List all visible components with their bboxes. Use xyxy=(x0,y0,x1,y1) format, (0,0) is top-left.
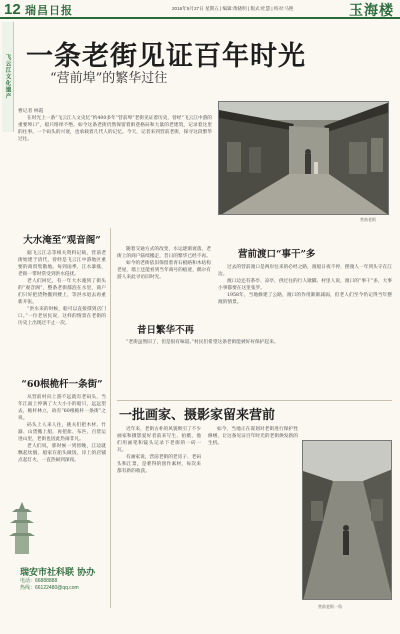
sponsor-email: 热线：66122480@qq.com xyxy=(20,585,79,591)
section-3-para-2: 渡口边还有茶亭、凉亭，供过往的行人歇脚。村里人说，渡口的“事干”多，大事小事都要在这里张罗。 xyxy=(218,279,392,291)
section-4-title: 昔日繁华不再 xyxy=(137,325,195,336)
sponsor-block xyxy=(20,565,105,592)
section-2-para-1: 从营前村向上游不远就有老码头，当年江面上停满了大大小小的船只，远远望去，桅杆林立，故有“60根桅杆一条街”之说。 xyxy=(18,395,106,421)
section-2-title: “60根桅杆一条街” xyxy=(21,379,103,390)
section-5-para-3: 如今，当地正在谋划对老街进行保护性修缮，让这条见证百年时光的老街焕发新的生机。 xyxy=(208,427,298,446)
section-3-title: 营前渡口“事干”多 xyxy=(238,249,316,260)
section-5-title: 一批画家、摄影家留来营前 xyxy=(119,408,276,423)
newspaper-name: 瑞昌日报 xyxy=(25,4,73,17)
second-photo-caption: 营前老街一角 xyxy=(318,604,342,609)
page-header xyxy=(0,0,400,19)
section-4-para-1: 随着交通方式的改变，水运逐渐衰落，老街上的商户陆续搬走，昔日的繁华已经不再。 xyxy=(117,247,211,259)
section-4-para-3: “老街虽然旧了，但是很有味道。”村民们希望这条老街能被好好保护起来。 xyxy=(126,340,279,345)
section-4 xyxy=(117,246,211,281)
section-3 xyxy=(218,246,392,306)
page-number: 12 xyxy=(4,1,21,18)
subheadline: “营前埠”的繁华过往 xyxy=(50,71,168,86)
street-photo xyxy=(218,101,389,215)
section-5 xyxy=(117,404,392,427)
section-5-para-2: 有画家说，营前老街的老房子、老码头和江景，是难得的创作素材，每次来都有新的收获。 xyxy=(117,455,202,474)
pagoda-illustration xyxy=(8,500,36,556)
side-tag: 飞云江文化遗产 xyxy=(2,22,14,132)
section-2-para-3: 老人们说，那时候一到傍晚，江边就飘起炊烟，船家在船头做饭，岸上的店铺点起灯火，一直热闹到深夜。 xyxy=(18,444,106,463)
street-photo-image xyxy=(219,102,389,215)
dateline: 2016年5月27日 星期五 | 编辑:黄晓明 | 版式:杜慧 | 校对:马艳 xyxy=(172,6,294,11)
photo-caption: 营前老街 xyxy=(360,217,376,222)
section-2 xyxy=(18,376,106,464)
section-3-para-1: 过去的营前渡口是两岸往来的必经之路，渡船日夜不停，摆渡人一年到头守在江边。 xyxy=(218,265,392,277)
section-divider xyxy=(117,400,392,401)
section-1-para-2: 老人们回忆，有一年大水淹到了街头的“观音阁”，整条老街都泡在水里，商户们只好把货物搬到楼上，等洪水退去再重新开张。 xyxy=(18,279,106,305)
section-1 xyxy=(18,232,106,327)
section-5-col-1 xyxy=(117,426,201,475)
section-5-col-2 xyxy=(208,426,298,447)
section-3-para-3: 1958年，当地修建了公路，渡口的作用渐渐减弱，但老人们至今仍记得当年摆渡的情景。 xyxy=(218,293,392,305)
section-2-para-2: 码头上人来人往，挑夫们把木材、竹器、山货搬上船，再把盐、布匹、百货运进山里，老街也因此热闹非凡。 xyxy=(18,423,106,442)
intro-text: 在时光上一条“飞云江人文史忆”约400多年“营前埠”老街见证着历史，曾经“飞云江中游的重要埠口”，船只络绎不绝。如今这条老街仍然保留着街巷格局和大量的老建筑，记录着这里的往事。一个码头的兴衰，也承载着几代人的记忆。今天，记者来到营前老街，探寻这段繁华过往。 xyxy=(18,116,212,142)
sponsor-name: 瑞安市社科联 协办 xyxy=(20,568,96,578)
section-name: 玉海楼 xyxy=(349,3,394,19)
section-1-para-3: “洪水来的时候，船可以直接撑到店门口。”一位老居民说，这样的情景在老街的历史上出现过不止一次。 xyxy=(18,307,106,326)
second-photo-image xyxy=(303,441,392,600)
section-4-para-2: 如今的老街依旧保留着青石板路和木结构老屋，墙上还能看到当年商号的痕迹，偶尔有游人来此寻访旧时光。 xyxy=(117,261,211,280)
section-1-title: 大水淹至“观音阁” xyxy=(23,235,101,246)
byline: 曹记者 林霞 xyxy=(18,109,44,114)
headline: 一条老街见证百年时光 xyxy=(26,41,306,72)
section-4-heading-row xyxy=(117,322,392,346)
section-1-para-1: 据飞云江志等相关资料记载，营前老街始建于清代，曾经是飞云江中游地区重要的商贸集散地。每到雨季，江水暴涨，老街一带时常受到洪水侵扰。 xyxy=(18,251,106,277)
second-photo xyxy=(302,440,392,600)
column-divider xyxy=(110,228,111,608)
section-5-para-1: 近年来，老街古朴的风貌吸引了不少画家和摄影爱好者前来写生、拍摄，他们用画笔和镜头记录下老街的一砖一瓦。 xyxy=(117,427,202,453)
sponsor-phone: 电话：66888888 xyxy=(20,578,58,584)
